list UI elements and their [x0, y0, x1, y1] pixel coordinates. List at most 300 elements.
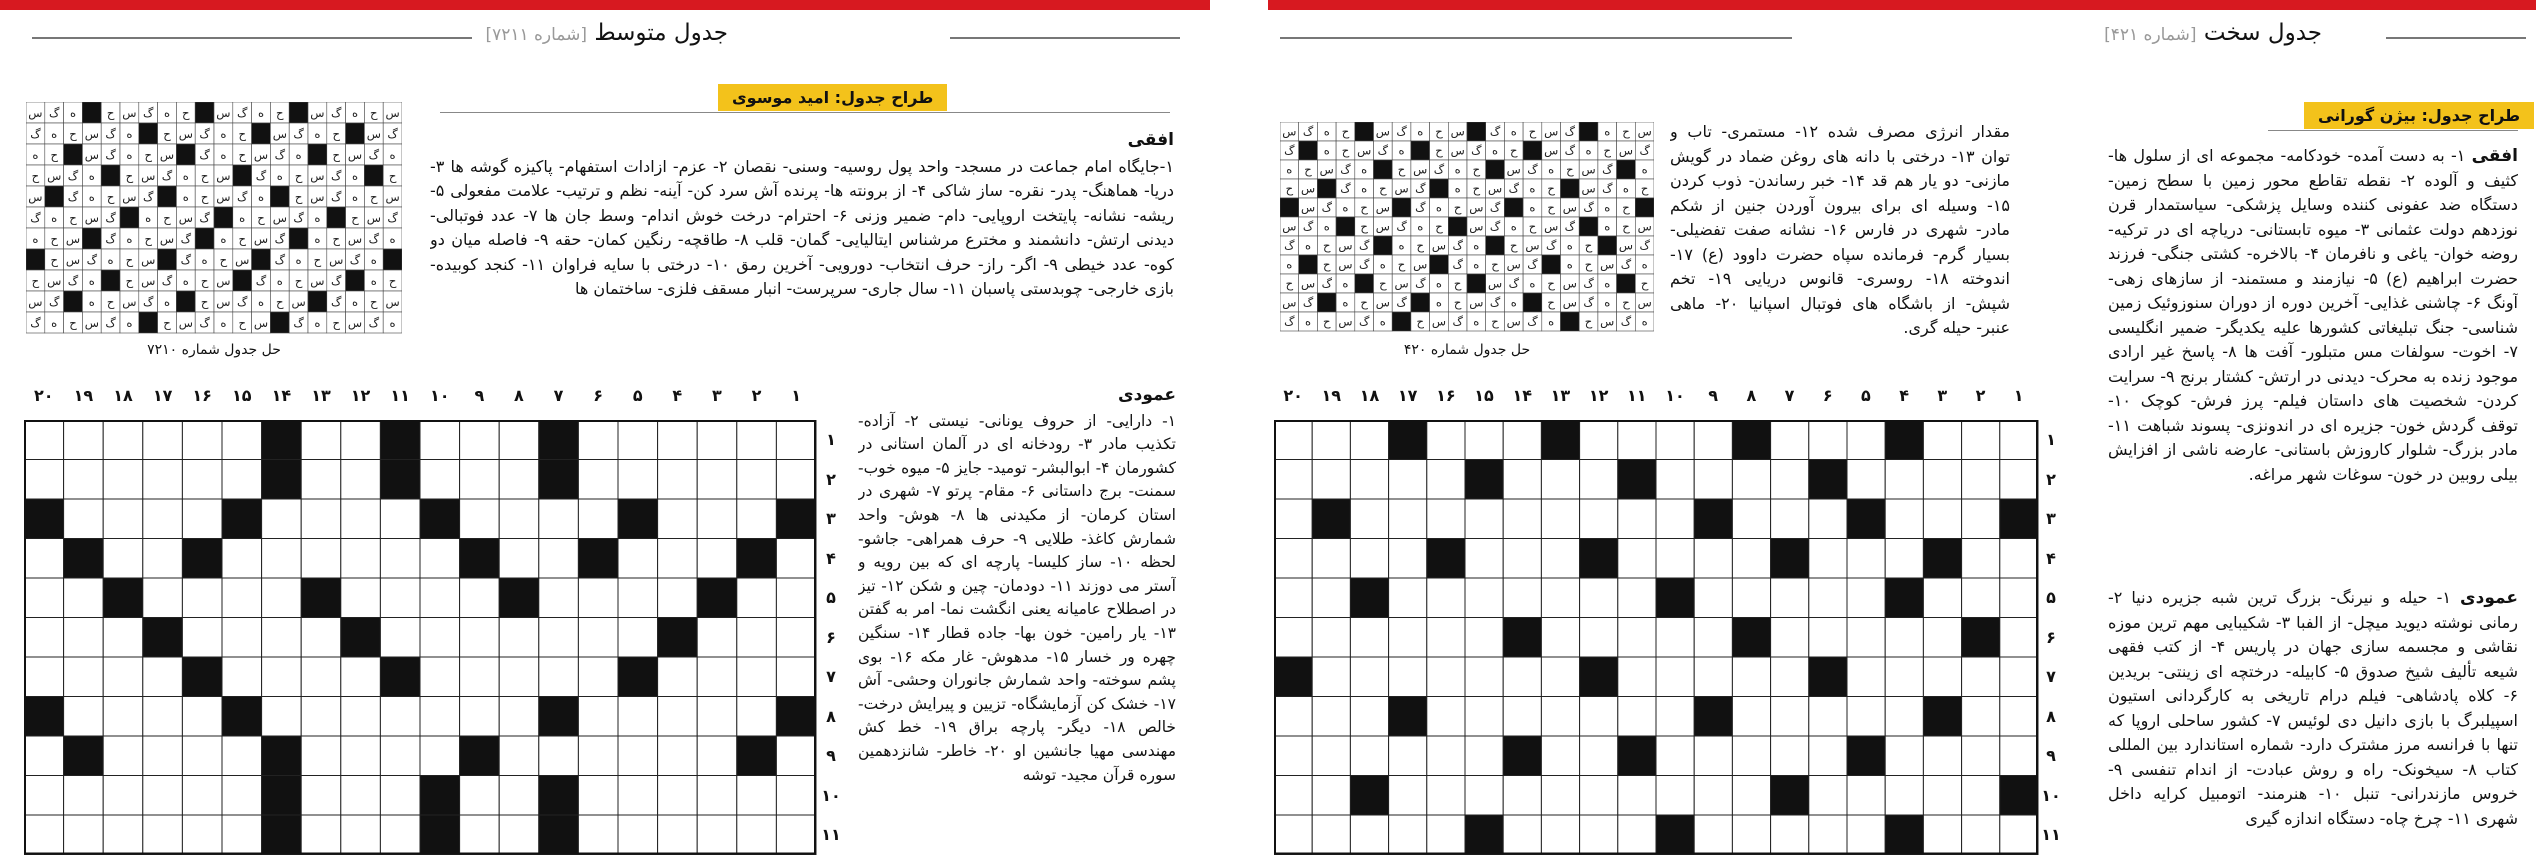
grid-cell[interactable]: [618, 539, 658, 579]
grid-cell[interactable]: [341, 420, 381, 460]
grid-cell[interactable]: [776, 815, 816, 855]
grid-cell[interactable]: [24, 420, 64, 460]
grid-cell[interactable]: [262, 539, 302, 579]
grid-cell[interactable]: [1847, 420, 1885, 460]
grid-cell[interactable]: [1923, 618, 1961, 658]
grid-cell[interactable]: [776, 420, 816, 460]
grid-cell[interactable]: [1274, 420, 1312, 460]
grid-cell[interactable]: [1771, 420, 1809, 460]
grid-cell[interactable]: [1694, 736, 1732, 776]
grid-cell[interactable]: [1580, 578, 1618, 618]
grid-cell[interactable]: [1503, 815, 1541, 855]
grid-cell[interactable]: [737, 618, 777, 658]
grid-cell[interactable]: [420, 657, 460, 697]
grid-cell[interactable]: [1312, 815, 1350, 855]
grid-cell[interactable]: [103, 618, 143, 658]
grid-cell[interactable]: [1656, 697, 1694, 737]
grid-cell[interactable]: [64, 697, 104, 737]
grid-cell[interactable]: [1847, 578, 1885, 618]
grid-cell[interactable]: [1809, 776, 1847, 816]
grid-cell[interactable]: [64, 815, 104, 855]
grid-cell[interactable]: [182, 578, 222, 618]
grid-cell[interactable]: [64, 657, 104, 697]
grid-cell[interactable]: [1350, 697, 1388, 737]
grid-cell[interactable]: [301, 539, 341, 579]
grid-cell[interactable]: [341, 578, 381, 618]
grid-cell[interactable]: [380, 697, 420, 737]
grid-cell[interactable]: [1274, 578, 1312, 618]
grid-cell[interactable]: [1541, 499, 1579, 539]
grid-cell[interactable]: [1618, 578, 1656, 618]
grid-cell[interactable]: [143, 460, 183, 500]
grid-cell[interactable]: [1962, 420, 2000, 460]
grid-cell[interactable]: [1771, 697, 1809, 737]
grid-cell[interactable]: [1885, 697, 1923, 737]
grid-cell[interactable]: [1618, 618, 1656, 658]
grid-cell[interactable]: [618, 815, 658, 855]
grid-cell[interactable]: [420, 578, 460, 618]
grid-cell[interactable]: [1580, 736, 1618, 776]
grid-cell[interactable]: [460, 657, 500, 697]
grid-cell[interactable]: [1962, 460, 2000, 500]
grid-cell[interactable]: [499, 420, 539, 460]
grid-cell[interactable]: [24, 539, 64, 579]
crossword-grid[interactable]: [24, 420, 817, 856]
grid-cell[interactable]: [380, 578, 420, 618]
grid-cell[interactable]: [1694, 776, 1732, 816]
grid-cell[interactable]: [1350, 736, 1388, 776]
grid-cell[interactable]: [776, 460, 816, 500]
grid-cell[interactable]: [697, 618, 737, 658]
grid-cell[interactable]: [1694, 815, 1732, 855]
grid-cell[interactable]: [222, 657, 262, 697]
grid-cell[interactable]: [2000, 460, 2038, 500]
grid-cell[interactable]: [1732, 460, 1770, 500]
grid-cell[interactable]: [143, 539, 183, 579]
grid-cell[interactable]: [1618, 815, 1656, 855]
grid-cell[interactable]: [1541, 460, 1579, 500]
grid-cell[interactable]: [1465, 776, 1503, 816]
grid-cell[interactable]: [1732, 539, 1770, 579]
grid-cell[interactable]: [262, 499, 302, 539]
grid-cell[interactable]: [1732, 776, 1770, 816]
grid-cell[interactable]: [1656, 618, 1694, 658]
grid-cell[interactable]: [1465, 657, 1503, 697]
grid-cell[interactable]: [1885, 499, 1923, 539]
grid-cell[interactable]: [499, 736, 539, 776]
grid-cell[interactable]: [1274, 539, 1312, 579]
grid-cell[interactable]: [182, 499, 222, 539]
grid-cell[interactable]: [578, 736, 618, 776]
grid-cell[interactable]: [578, 578, 618, 618]
grid-cell[interactable]: [1885, 776, 1923, 816]
grid-cell[interactable]: [24, 815, 64, 855]
grid-cell[interactable]: [301, 460, 341, 500]
grid-cell[interactable]: [1274, 460, 1312, 500]
grid-cell[interactable]: [1923, 499, 1961, 539]
grid-cell[interactable]: [1847, 460, 1885, 500]
grid-cell[interactable]: [143, 736, 183, 776]
grid-cell[interactable]: [618, 420, 658, 460]
grid-cell[interactable]: [1350, 539, 1388, 579]
grid-cell[interactable]: [1274, 499, 1312, 539]
grid-cell[interactable]: [1312, 578, 1350, 618]
grid-cell[interactable]: [776, 657, 816, 697]
grid-cell[interactable]: [1923, 460, 1961, 500]
grid-cell[interactable]: [1465, 499, 1503, 539]
grid-cell[interactable]: [301, 420, 341, 460]
grid-cell[interactable]: [1885, 736, 1923, 776]
grid-cell[interactable]: [1465, 420, 1503, 460]
grid-cell[interactable]: [1771, 815, 1809, 855]
grid-cell[interactable]: [1350, 657, 1388, 697]
grid-cell[interactable]: [2000, 578, 2038, 618]
grid-cell[interactable]: [776, 618, 816, 658]
grid-cell[interactable]: [1503, 499, 1541, 539]
grid-cell[interactable]: [64, 460, 104, 500]
grid-cell[interactable]: [262, 578, 302, 618]
grid-cell[interactable]: [776, 736, 816, 776]
grid-cell[interactable]: [143, 815, 183, 855]
grid-cell[interactable]: [1885, 657, 1923, 697]
grid-cell[interactable]: [578, 460, 618, 500]
grid-cell[interactable]: [776, 578, 816, 618]
grid-cell[interactable]: [420, 736, 460, 776]
grid-cell[interactable]: [1541, 776, 1579, 816]
grid-cell[interactable]: [578, 657, 618, 697]
grid-cell[interactable]: [1618, 539, 1656, 579]
grid-cell[interactable]: [578, 815, 618, 855]
grid-cell[interactable]: [658, 815, 698, 855]
grid-cell[interactable]: [64, 578, 104, 618]
grid-cell[interactable]: [1312, 776, 1350, 816]
grid-cell[interactable]: [1427, 776, 1465, 816]
grid-cell[interactable]: [1656, 657, 1694, 697]
grid-cell[interactable]: [737, 657, 777, 697]
grid-cell[interactable]: [103, 736, 143, 776]
grid-cell[interactable]: [1427, 657, 1465, 697]
grid-cell[interactable]: [143, 578, 183, 618]
grid-cell[interactable]: [1694, 657, 1732, 697]
grid-cell[interactable]: [1389, 539, 1427, 579]
grid-cell[interactable]: [697, 736, 737, 776]
grid-cell[interactable]: [341, 460, 381, 500]
grid-cell[interactable]: [1923, 776, 1961, 816]
grid-cell[interactable]: [1427, 578, 1465, 618]
grid-cell[interactable]: [1656, 460, 1694, 500]
grid-cell[interactable]: [1580, 460, 1618, 500]
grid-cell[interactable]: [1541, 736, 1579, 776]
grid-cell[interactable]: [1656, 499, 1694, 539]
grid-cell[interactable]: [1962, 539, 2000, 579]
grid-cell[interactable]: [1809, 736, 1847, 776]
grid-cell[interactable]: [341, 539, 381, 579]
grid-cell[interactable]: [460, 776, 500, 816]
grid-cell[interactable]: [460, 697, 500, 737]
grid-cell[interactable]: [1427, 697, 1465, 737]
grid-cell[interactable]: [499, 697, 539, 737]
grid-cell[interactable]: [103, 499, 143, 539]
grid-cell[interactable]: [143, 697, 183, 737]
grid-cell[interactable]: [1771, 618, 1809, 658]
grid-cell[interactable]: [1541, 657, 1579, 697]
grid-cell[interactable]: [1427, 618, 1465, 658]
grid-cell[interactable]: [1732, 499, 1770, 539]
grid-cell[interactable]: [1580, 499, 1618, 539]
grid-cell[interactable]: [618, 618, 658, 658]
grid-cell[interactable]: [64, 618, 104, 658]
grid-cell[interactable]: [1465, 578, 1503, 618]
grid-cell[interactable]: [776, 539, 816, 579]
grid-cell[interactable]: [1541, 618, 1579, 658]
grid-cell[interactable]: [1427, 460, 1465, 500]
grid-cell[interactable]: [1656, 736, 1694, 776]
grid-cell[interactable]: [658, 539, 698, 579]
grid-cell[interactable]: [1923, 657, 1961, 697]
grid-cell[interactable]: [658, 776, 698, 816]
grid-cell[interactable]: [222, 815, 262, 855]
grid-cell[interactable]: [1923, 815, 1961, 855]
grid-cell[interactable]: [1809, 499, 1847, 539]
grid-cell[interactable]: [222, 578, 262, 618]
grid-cell[interactable]: [1732, 578, 1770, 618]
grid-cell[interactable]: [539, 578, 579, 618]
grid-cell[interactable]: [697, 460, 737, 500]
grid-cell[interactable]: [24, 657, 64, 697]
grid-cell[interactable]: [1274, 697, 1312, 737]
grid-cell[interactable]: [222, 736, 262, 776]
grid-cell[interactable]: [341, 499, 381, 539]
grid-cell[interactable]: [222, 460, 262, 500]
grid-cell[interactable]: [1656, 420, 1694, 460]
grid-cell[interactable]: [1350, 815, 1388, 855]
grid-cell[interactable]: [539, 618, 579, 658]
grid-cell[interactable]: [1503, 697, 1541, 737]
grid-cell[interactable]: [1923, 578, 1961, 618]
grid-cell[interactable]: [182, 815, 222, 855]
grid-cell[interactable]: [2000, 657, 2038, 697]
grid-cell[interactable]: [658, 420, 698, 460]
grid-cell[interactable]: [697, 657, 737, 697]
grid-cell[interactable]: [618, 776, 658, 816]
grid-cell[interactable]: [262, 697, 302, 737]
grid-cell[interactable]: [380, 815, 420, 855]
grid-cell[interactable]: [658, 499, 698, 539]
grid-cell[interactable]: [24, 736, 64, 776]
grid-cell[interactable]: [1503, 539, 1541, 579]
grid-cell[interactable]: [578, 499, 618, 539]
grid-cell[interactable]: [1389, 736, 1427, 776]
grid-cell[interactable]: [578, 618, 618, 658]
grid-cell[interactable]: [1312, 420, 1350, 460]
grid-cell[interactable]: [460, 420, 500, 460]
grid-cell[interactable]: [499, 539, 539, 579]
grid-cell[interactable]: [460, 499, 500, 539]
grid-cell[interactable]: [64, 776, 104, 816]
grid-cell[interactable]: [1694, 539, 1732, 579]
grid-cell[interactable]: [1847, 776, 1885, 816]
grid-cell[interactable]: [1465, 539, 1503, 579]
grid-cell[interactable]: [182, 460, 222, 500]
grid-cell[interactable]: [1618, 697, 1656, 737]
grid-cell[interactable]: [1847, 539, 1885, 579]
grid-cell[interactable]: [1618, 657, 1656, 697]
grid-cell[interactable]: [182, 736, 222, 776]
grid-cell[interactable]: [1618, 420, 1656, 460]
grid-cell[interactable]: [1503, 776, 1541, 816]
grid-cell[interactable]: [420, 697, 460, 737]
grid-cell[interactable]: [1962, 657, 2000, 697]
grid-cell[interactable]: [1580, 420, 1618, 460]
grid-cell[interactable]: [539, 736, 579, 776]
grid-cell[interactable]: [539, 499, 579, 539]
grid-cell[interactable]: [1389, 776, 1427, 816]
grid-cell[interactable]: [658, 578, 698, 618]
grid-cell[interactable]: [1389, 578, 1427, 618]
grid-cell[interactable]: [1312, 657, 1350, 697]
grid-cell[interactable]: [1503, 578, 1541, 618]
grid-cell[interactable]: [618, 697, 658, 737]
grid-cell[interactable]: [1618, 499, 1656, 539]
grid-cell[interactable]: [143, 776, 183, 816]
grid-cell[interactable]: [499, 460, 539, 500]
grid-cell[interactable]: [420, 539, 460, 579]
grid-cell[interactable]: [103, 815, 143, 855]
grid-cell[interactable]: [1312, 618, 1350, 658]
grid-cell[interactable]: [1962, 578, 2000, 618]
grid-cell[interactable]: [222, 420, 262, 460]
grid-cell[interactable]: [1809, 420, 1847, 460]
grid-cell[interactable]: [1503, 657, 1541, 697]
grid-cell[interactable]: [1732, 657, 1770, 697]
grid-cell[interactable]: [1809, 618, 1847, 658]
grid-cell[interactable]: [1274, 815, 1312, 855]
grid-cell[interactable]: [658, 460, 698, 500]
grid-cell[interactable]: [182, 697, 222, 737]
grid-cell[interactable]: [499, 499, 539, 539]
grid-cell[interactable]: [1465, 697, 1503, 737]
grid-cell[interactable]: [1427, 499, 1465, 539]
grid-cell[interactable]: [539, 539, 579, 579]
grid-cell[interactable]: [1350, 618, 1388, 658]
grid-cell[interactable]: [499, 776, 539, 816]
grid-cell[interactable]: [1427, 420, 1465, 460]
grid-cell[interactable]: [460, 460, 500, 500]
grid-cell[interactable]: [262, 618, 302, 658]
grid-cell[interactable]: [64, 420, 104, 460]
grid-cell[interactable]: [1809, 578, 1847, 618]
grid-cell[interactable]: [737, 697, 777, 737]
grid-cell[interactable]: [1771, 657, 1809, 697]
grid-cell[interactable]: [1809, 815, 1847, 855]
grid-cell[interactable]: [737, 499, 777, 539]
grid-cell[interactable]: [1465, 736, 1503, 776]
grid-cell[interactable]: [1503, 420, 1541, 460]
grid-cell[interactable]: [1771, 499, 1809, 539]
grid-cell[interactable]: [103, 776, 143, 816]
grid-cell[interactable]: [1694, 578, 1732, 618]
grid-cell[interactable]: [1771, 578, 1809, 618]
grid-cell[interactable]: [1541, 697, 1579, 737]
grid-cell[interactable]: [1427, 736, 1465, 776]
grid-cell[interactable]: [24, 578, 64, 618]
grid-cell[interactable]: [182, 776, 222, 816]
grid-cell[interactable]: [222, 539, 262, 579]
grid-cell[interactable]: [618, 736, 658, 776]
grid-cell[interactable]: [64, 499, 104, 539]
grid-cell[interactable]: [697, 815, 737, 855]
grid-cell[interactable]: [1541, 539, 1579, 579]
grid-cell[interactable]: [341, 815, 381, 855]
grid-cell[interactable]: [380, 736, 420, 776]
grid-cell[interactable]: [1694, 460, 1732, 500]
grid-cell[interactable]: [1732, 815, 1770, 855]
grid-cell[interactable]: [1694, 420, 1732, 460]
grid-cell[interactable]: [2000, 618, 2038, 658]
grid-cell[interactable]: [737, 420, 777, 460]
grid-cell[interactable]: [341, 736, 381, 776]
grid-cell[interactable]: [499, 618, 539, 658]
grid-cell[interactable]: [1885, 539, 1923, 579]
grid-cell[interactable]: [420, 460, 460, 500]
grid-cell[interactable]: [262, 657, 302, 697]
grid-cell[interactable]: [460, 618, 500, 658]
grid-cell[interactable]: [222, 618, 262, 658]
grid-cell[interactable]: [697, 420, 737, 460]
grid-cell[interactable]: [2000, 539, 2038, 579]
grid-cell[interactable]: [1923, 736, 1961, 776]
grid-cell[interactable]: [776, 776, 816, 816]
grid-cell[interactable]: [697, 499, 737, 539]
grid-cell[interactable]: [1389, 815, 1427, 855]
grid-cell[interactable]: [380, 539, 420, 579]
grid-cell[interactable]: [1809, 697, 1847, 737]
grid-cell[interactable]: [1618, 776, 1656, 816]
grid-cell[interactable]: [618, 578, 658, 618]
grid-cell[interactable]: [1847, 657, 1885, 697]
grid-cell[interactable]: [1771, 460, 1809, 500]
grid-cell[interactable]: [1350, 420, 1388, 460]
grid-cell[interactable]: [1389, 618, 1427, 658]
grid-cell[interactable]: [301, 815, 341, 855]
grid-cell[interactable]: [499, 657, 539, 697]
grid-cell[interactable]: [1312, 697, 1350, 737]
grid-cell[interactable]: [737, 460, 777, 500]
grid-cell[interactable]: [697, 697, 737, 737]
grid-cell[interactable]: [341, 657, 381, 697]
grid-cell[interactable]: [539, 657, 579, 697]
grid-cell[interactable]: [1847, 815, 1885, 855]
grid-cell[interactable]: [182, 618, 222, 658]
grid-cell[interactable]: [1350, 460, 1388, 500]
grid-cell[interactable]: [2000, 815, 2038, 855]
grid-cell[interactable]: [380, 499, 420, 539]
grid-cell[interactable]: [24, 618, 64, 658]
grid-cell[interactable]: [420, 618, 460, 658]
grid-cell[interactable]: [2000, 736, 2038, 776]
grid-cell[interactable]: [578, 420, 618, 460]
grid-cell[interactable]: [1503, 460, 1541, 500]
grid-cell[interactable]: [341, 776, 381, 816]
grid-cell[interactable]: [737, 776, 777, 816]
grid-cell[interactable]: [658, 657, 698, 697]
grid-cell[interactable]: [1809, 539, 1847, 579]
grid-cell[interactable]: [2000, 697, 2038, 737]
grid-cell[interactable]: [658, 697, 698, 737]
grid-cell[interactable]: [420, 420, 460, 460]
grid-cell[interactable]: [143, 499, 183, 539]
grid-cell[interactable]: [1580, 618, 1618, 658]
